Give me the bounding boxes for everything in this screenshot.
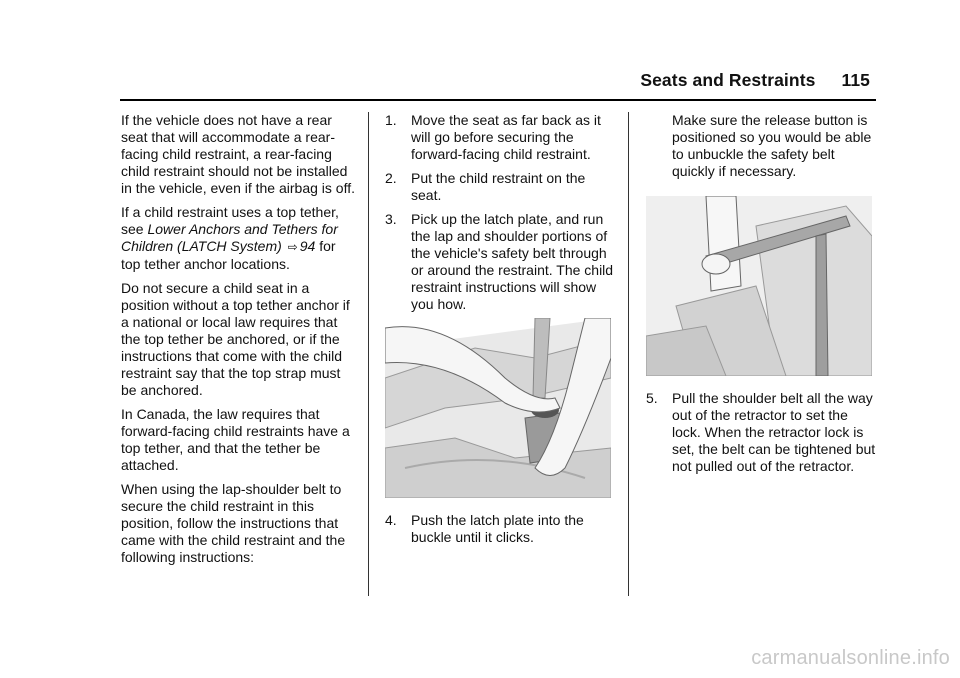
cross-reference-page[interactable]: 94 xyxy=(299,238,316,254)
step-text: Push the latch plate into the buckle until it clicks. xyxy=(411,512,584,545)
paragraph-lap-shoulder: When using the lap-shoulder belt to secure the child restraint in this position, follow the instructions that came with the child restraint and the following instructions: xyxy=(121,481,346,565)
cross-reference-link[interactable]: Lower Anchors and Tethers for Children (LATCH System) xyxy=(121,221,338,254)
shoulder-belt-illustration xyxy=(646,196,872,376)
step-2 xyxy=(385,170,617,204)
step-number: 3. xyxy=(385,211,397,227)
step-1 xyxy=(385,112,617,163)
column-2 xyxy=(385,112,617,320)
paragraph-release-button: Make sure the release button is positioned so you would be able to unbuckle the safety belt quickly if necessary. xyxy=(672,112,872,179)
column-3-lower xyxy=(646,390,878,482)
column-1 xyxy=(121,112,357,573)
step-number: 1. xyxy=(385,112,397,128)
column-divider-2 xyxy=(628,112,629,596)
paragraph-top-tether xyxy=(121,204,357,273)
paragraph-rear-facing: If the vehicle does not have a rear seat that will accommodate a rear-facing child restraint, a rear-facing child restraint should not be installed in the vehicle, even if the airbag is off. xyxy=(121,112,355,196)
column-2-lower xyxy=(385,512,617,553)
step-4 xyxy=(385,512,617,546)
header-rule xyxy=(120,99,876,101)
step-number: 2. xyxy=(385,170,397,186)
paragraph-no-anchor: Do not secure a child seat in a position without a top tether anchor if a national or local law requires that the top tether be anchored, or if the instructions that come with the child restraint say that the top strap must be anchored. xyxy=(121,280,350,398)
paragraph-canada: In Canada, the law requires that forward-facing child restraints have a top tether, and that the tether be attached. xyxy=(121,406,350,473)
page-header xyxy=(640,70,870,91)
step-number: 5. xyxy=(646,390,658,406)
step-text: Pick up the latch plate, and run the lap and shoulder portions of the vehicle's safety belt through or around the restraint. The child restraint instructions will show you how. xyxy=(411,211,614,312)
step-text: Pull the shoulder belt all the way out of the retractor to set the lock. When the retractor lock is set, the belt can be tightened but not pulled out of the retractor. xyxy=(672,390,876,474)
step-text: Move the seat as far back as it will go before securing the forward-facing child restraint. xyxy=(411,112,601,162)
text-segment: If a child restraint uses a top tether, see xyxy=(121,204,339,237)
watermark-text: carmanualsonline.info xyxy=(751,647,950,669)
text-segment: for top tether anchor locations. xyxy=(121,238,336,272)
step-5 xyxy=(646,390,878,475)
step-3 xyxy=(385,211,617,313)
section-title: Seats and Restraints xyxy=(640,70,816,90)
latch-plate-illustration xyxy=(385,318,611,498)
column-3 xyxy=(646,112,878,187)
step-number: 4. xyxy=(385,512,397,528)
step-text: Put the child restraint on the seat. xyxy=(411,170,586,203)
page-number: 115 xyxy=(841,70,870,90)
column-divider-1 xyxy=(368,112,369,596)
page-reference-icon: ⇨ xyxy=(287,240,298,254)
